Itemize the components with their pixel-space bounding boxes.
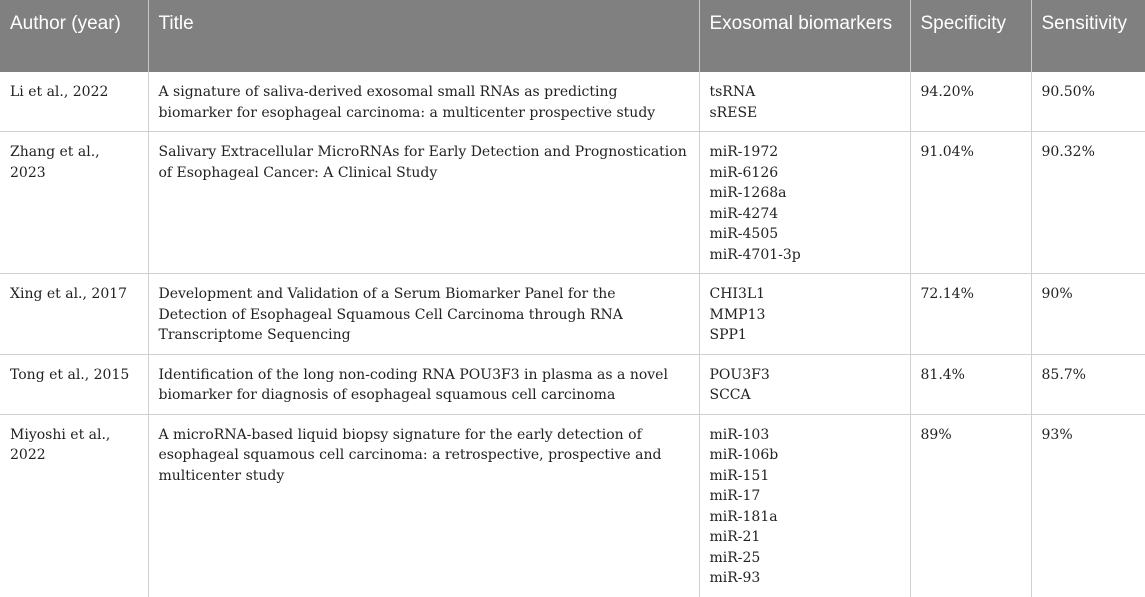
marker-item: tsRNA: [709, 84, 756, 100]
specificity-cell: 81.4%: [910, 354, 1031, 414]
header-author: Author (year): [0, 0, 148, 72]
markers-cell: [699, 72, 910, 132]
table-row: [0, 132, 1145, 274]
table-row: [0, 414, 1145, 597]
table-row: [0, 354, 1145, 414]
header-row: [0, 0, 1145, 72]
header-sensitivity: Sensitivity: [1031, 0, 1145, 72]
marker-item: miR-1972: [709, 144, 779, 160]
marker-item: CHI3L1: [709, 286, 766, 302]
title-cell: Identification of the long non-coding RNA POU3F3 in plasma as a novel biomarker for diagnosis of esophageal squamous cell carcinoma: [148, 354, 699, 414]
title-cell: Development and Validation of a Serum Biomarker Panel for the Detection of Esophageal Squamous Cell Carcinoma through RNA Transcriptome Sequencing: [148, 274, 699, 355]
marker-item: miR-6126: [709, 164, 779, 181]
header-title: Title: [148, 0, 699, 72]
markers-cell: [699, 132, 910, 274]
marker-item: POU3F3: [709, 366, 770, 383]
specificity-cell: 89%: [910, 414, 1031, 597]
marker-item: miR-151: [709, 467, 770, 484]
author-cell: Miyoshi et al., 2022: [0, 414, 148, 597]
table-row: [0, 274, 1145, 355]
marker-item: miR-93: [709, 570, 761, 586]
marker-item: miR-21: [709, 529, 761, 545]
sensitivity-cell: 90.50%: [1031, 72, 1145, 132]
marker-item: SPP1: [709, 327, 747, 343]
marker-item: miR-25: [709, 549, 761, 566]
table-row: [0, 72, 1145, 132]
specificity-cell: 91.04%: [910, 132, 1031, 274]
author-cell: Xing et al., 2017: [0, 274, 148, 355]
marker-item: miR-17: [709, 488, 761, 504]
title-cell: A microRNA-based liquid biopsy signature for the early detection of esophageal squamous cell carcinoma: a retrospective, prospective and multicenter study: [148, 414, 699, 597]
marker-item: sRESE: [709, 104, 758, 121]
sensitivity-cell: 93%: [1041, 426, 1073, 443]
markers-cell: [699, 414, 910, 597]
specificity-cell: 94.20%: [910, 72, 1031, 132]
author-cell: Zhang et al., 2023: [0, 132, 148, 274]
marker-item: SCCA: [709, 387, 751, 403]
marker-item: miR-4505: [709, 226, 779, 242]
header-markers: Exosomal biomarkers: [699, 0, 910, 72]
author-cell: Tong et al., 2015: [0, 354, 148, 414]
title-cell: A signature of saliva-derived exosomal small RNAs as predicting biomarker for esophageal carcinoma: a multicenter prospective study: [148, 72, 699, 132]
title-cell: Salivary Extracellular MicroRNAs for Early Detection and Prognostication of Esophageal Cancer: A Clinical Study: [148, 132, 699, 274]
sensitivity-cell: 85.7%: [1031, 354, 1145, 414]
marker-item: miR-4701-3p: [709, 246, 801, 263]
marker-item: miR-181a: [709, 508, 778, 525]
marker-item: MMP13: [709, 306, 766, 323]
author-cell: Li et al., 2022: [0, 72, 148, 132]
marker-item: miR-103: [709, 426, 770, 443]
sensitivity-cell: 90.32%: [1031, 132, 1145, 274]
header-specificity: Specificity: [910, 0, 1031, 72]
markers-cell: [699, 354, 910, 414]
table-body: [0, 72, 1145, 597]
marker-item: miR-106b: [709, 447, 779, 463]
marker-item: miR-1268a: [709, 185, 787, 201]
marker-item: miR-4274: [709, 205, 779, 222]
table-header: [0, 0, 1145, 72]
markers-cell: [699, 274, 910, 355]
specificity-cell: 72.14%: [910, 274, 1031, 355]
sensitivity-cell: 90%: [1031, 274, 1145, 355]
